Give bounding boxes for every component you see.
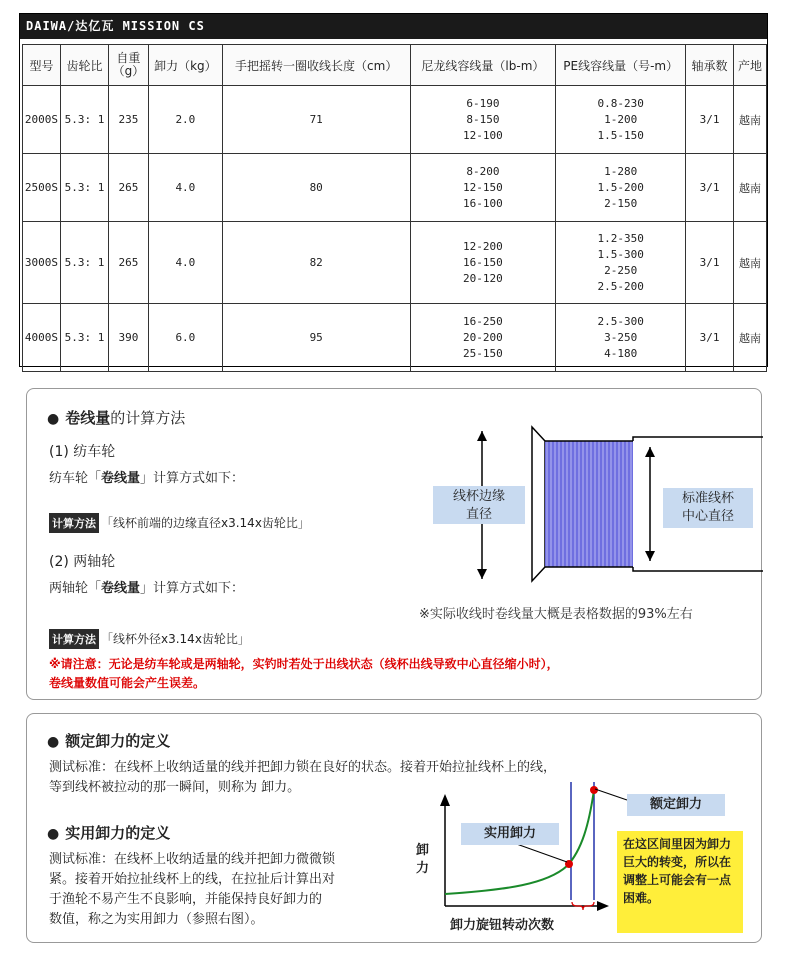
spec-cell: 16-250 20-200 25-150 <box>410 304 556 372</box>
spool-line <box>545 441 633 567</box>
spec-header-row <box>23 45 767 86</box>
spec-cell: 越南 <box>734 86 767 154</box>
spec-row <box>23 304 767 372</box>
practical-drag-label: 实用卸力 <box>461 823 559 845</box>
x-axis-label: 卸力旋钮转动次数 <box>450 918 555 933</box>
spec-cell: 4.0 <box>148 222 222 304</box>
pointer-line <box>511 842 567 862</box>
calc-text: 「线杯前端的边缘直径x3.14x齿轮比」 <box>101 516 310 530</box>
header-cell: 产地 <box>734 45 767 86</box>
header-cell: 自重 （g） <box>108 45 148 86</box>
spec-cell: 95 <box>222 304 410 372</box>
spec-cell: 5.3: 1 <box>60 86 108 154</box>
header-cell: 尼龙线容线量（lb-m） <box>410 45 556 86</box>
spec-cell: 5.3: 1 <box>60 304 108 372</box>
spec-cell: 82 <box>222 222 410 304</box>
text-line: 数值，称之为实用卸力（参照右图）。 <box>49 912 264 927</box>
arrow-up-icon <box>440 794 450 806</box>
text-line: 紧。接着开始拉扯线杯上的线，在拉扯后计算出对 <box>49 872 336 887</box>
spec-cell: 71 <box>222 86 410 154</box>
drag-panel <box>26 713 762 943</box>
spec-cell: 5.3: 1 <box>60 154 108 222</box>
spool-diagram <box>27 389 763 701</box>
pointer-line <box>595 789 627 800</box>
header-cell: 齿轮比 <box>60 45 108 86</box>
spec-table-panel <box>19 13 768 367</box>
spec-cell: 1-280 1.5-200 2-150 <box>556 154 686 222</box>
spec-cell: 1.2-350 1.5-300 2-250 2.5-200 <box>556 222 686 304</box>
heading-text: 实用卸力的定义 <box>65 824 171 842</box>
arrow-down-icon <box>477 569 487 579</box>
heading-rest: 的计算方法 <box>110 409 186 427</box>
arrow-down-icon <box>645 551 655 561</box>
rated-drag-label: 额定卸力 <box>627 794 725 816</box>
spec-row <box>23 86 767 154</box>
spec-cell: 265 <box>108 154 148 222</box>
spec-cell: 265 <box>108 222 148 304</box>
text-a: 两轴轮「 <box>49 581 102 596</box>
text-line: 测试标准：在线杯上收纳适量的线并把卸力微微锁 <box>49 852 336 867</box>
header-cell: 手把摇转一圈收线长度（cm） <box>222 45 410 86</box>
header-cell: PE线容线量（号-m） <box>556 45 686 86</box>
text-b: 卷线量 <box>101 581 141 596</box>
center-diameter-label: 标准线杯 中心直径 <box>663 488 753 528</box>
heading-bold: 额定 <box>65 732 96 750</box>
spec-cell: 3/1 <box>686 304 734 372</box>
spec-cell: 6.0 <box>148 304 222 372</box>
header-cell: 轴承数 <box>686 45 734 86</box>
spec-cell: 12-200 16-150 20-120 <box>410 222 556 304</box>
difficulty-note: 在这区间里因为卸力巨大的转变，所以在调整上可能会有一点困难。 <box>617 831 743 933</box>
bullet-icon: ● <box>47 411 60 427</box>
text-line: 测试标准：在线杯上收纳适量的线并把卸力锁在良好的状态。接着开始拉扯线杯上的线， <box>49 760 557 775</box>
spec-title: DAIWA/达亿瓦 MISSION CS <box>20 14 767 39</box>
spec-cell: 越南 <box>734 154 767 222</box>
spec-row <box>23 154 767 222</box>
spec-cell: 越南 <box>734 222 767 304</box>
arrow-right-icon <box>597 901 609 911</box>
text-line: 等到线杯被拉动的那一瞬间，则称为 卸力。 <box>49 780 301 795</box>
spec-cell: 80 <box>222 154 410 222</box>
spec-cell: 2000S <box>23 86 61 154</box>
bullet-icon: ● <box>47 734 60 750</box>
text-line: 于渔轮不易产生不良影响，并能保持良好卸力的 <box>49 892 323 907</box>
spool-lip <box>532 427 545 581</box>
header-cell: 型号 <box>23 45 61 86</box>
spec-row <box>23 222 767 304</box>
spec-cell: 2.0 <box>148 86 222 154</box>
spec-cell: 3/1 <box>686 86 734 154</box>
spec-cell: 3000S <box>23 222 61 304</box>
spec-cell: 3/1 <box>686 222 734 304</box>
text-a: 纺车轮「 <box>49 471 102 486</box>
arrow-up-icon <box>477 431 487 441</box>
spec-cell: 235 <box>108 86 148 154</box>
spec-cell: 2500S <box>23 154 61 222</box>
capacity-panel <box>26 388 762 700</box>
warning-line: ※请注意：无论是纺车轮或是两轴轮，实钓时若处于出线状态（线杯出线导致中心直径缩小时）， <box>49 657 559 671</box>
text-c: 」计算方式如下： <box>140 581 245 596</box>
spec-cell: 0.8-230 1-200 1.5-150 <box>556 86 686 154</box>
calc-tag: 计算方法 <box>49 629 99 649</box>
bullet-icon: ● <box>47 826 60 842</box>
arrow-up-icon <box>645 447 655 457</box>
sub-baitcast: (2) 两轴轮 <box>49 554 116 570</box>
y-axis-label: 卸 力 <box>416 843 430 876</box>
spec-cell: 越南 <box>734 304 767 372</box>
spec-cell: 2.5-300 3-250 4-180 <box>556 304 686 372</box>
spec-cell: 3/1 <box>686 154 734 222</box>
sub-spinning: (1) 纺车轮 <box>49 444 116 460</box>
ratio-note: ※实际收线时卷线量大概是表格数据的93%左右 <box>419 607 693 622</box>
spec-cell: 6-190 8-150 12-100 <box>410 86 556 154</box>
text-c: 」计算方式如下： <box>140 471 245 486</box>
warning-line: 卷线量数值可能会产生误差。 <box>49 676 206 690</box>
heading-rest: 卸力的定义 <box>95 732 171 750</box>
spec-cell: 5.3: 1 <box>60 222 108 304</box>
heading-bold: 卷线量 <box>65 409 111 427</box>
calc-text: 「线杯外径x3.14x齿轮比」 <box>101 632 250 646</box>
spec-cell: 8-200 12-150 16-100 <box>410 154 556 222</box>
spec-table <box>22 44 767 372</box>
spec-cell: 390 <box>108 304 148 372</box>
spec-cell: 4.0 <box>148 154 222 222</box>
spec-cell: 4000S <box>23 304 61 372</box>
header-cell: 卸力（kg） <box>148 45 222 86</box>
edge-diameter-label: 线杯边缘 直径 <box>433 486 525 524</box>
text-b: 卷线量 <box>101 471 141 486</box>
calc-tag: 计算方法 <box>49 513 99 533</box>
